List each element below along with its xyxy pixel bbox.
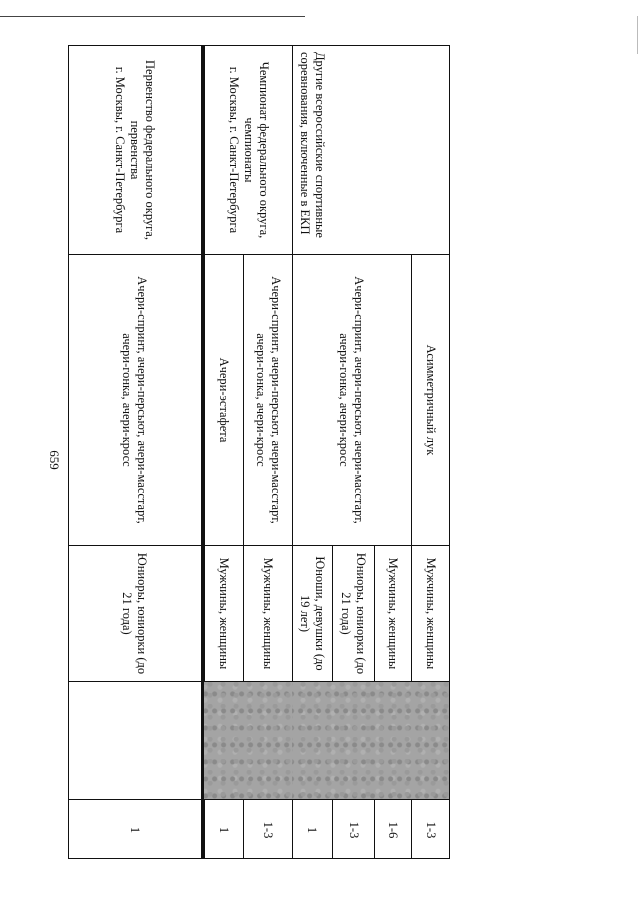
- table-row: [204, 46, 292, 859]
- place-cell: 1: [305, 826, 320, 834]
- event-cell: Другие всероссийские спортивные соревнования, включенные в ЕКП: [298, 52, 327, 238]
- place-cell: 1-6: [386, 821, 401, 839]
- shaded-column: [292, 682, 450, 799]
- place-cell: 1: [217, 826, 231, 834]
- group-cell: Мужчины, женщины: [424, 557, 439, 670]
- group-cell: Мужчины, женщины: [261, 557, 276, 670]
- event-line: чемпионаты: [242, 117, 256, 183]
- discipline-cell: Ачери-эстафета: [217, 357, 231, 443]
- top-rule: [0, 16, 305, 17]
- table-body: [68, 46, 450, 859]
- event-cell: [205, 46, 292, 254]
- discipline-cell: Ачери-спринт, ачери-персьют, ачери-масстарт, ачери-гонка, ачери-кросс: [120, 276, 150, 524]
- group-cell: Юниоры, юниорки (до 21 года): [120, 552, 150, 675]
- event-line: г. Москвы, г. Санкт-Петербурга: [113, 66, 127, 234]
- place-cell: 1-3: [261, 821, 276, 839]
- group-cell: Мужчины, женщины: [217, 557, 231, 670]
- blank-column: [68, 682, 201, 799]
- discipline-cell: Ачери-спринт, ачери-персьют, ачери-масстарт, ачери-гонка, ачери-кросс: [254, 276, 283, 524]
- page-number: 659: [46, 450, 62, 470]
- rotated-table: [68, 45, 450, 859]
- event-cell: [68, 46, 201, 254]
- table-row: [292, 46, 450, 859]
- shaded-column: [204, 682, 292, 799]
- group-cell: Юниоры, юниорки (до 21 года): [339, 552, 369, 675]
- group-cell: Мужчины, женщины: [386, 557, 401, 670]
- discipline-cell: Ачери-спринт, ачери-персьют, ачери-масстарт, ачери-гонка, ачери-кросс: [337, 276, 367, 524]
- place-cell: 1-3: [347, 821, 361, 839]
- event-line: Первенство федерального округа,: [143, 60, 157, 240]
- table-row: [68, 46, 204, 859]
- event-line: первенства: [128, 120, 142, 180]
- event-line: г. Москвы, г. Санкт-Петербурга: [227, 66, 241, 234]
- event-line: Чемпионат федерального округа,: [257, 61, 271, 239]
- group-cell: Юноши, девушки (до 19 лет): [298, 556, 327, 671]
- discipline-cell: Асимметричный лук: [424, 344, 439, 456]
- place-cell: 1-3: [424, 821, 439, 839]
- place-cell: 1: [128, 826, 142, 834]
- edge-mark: [637, 16, 638, 54]
